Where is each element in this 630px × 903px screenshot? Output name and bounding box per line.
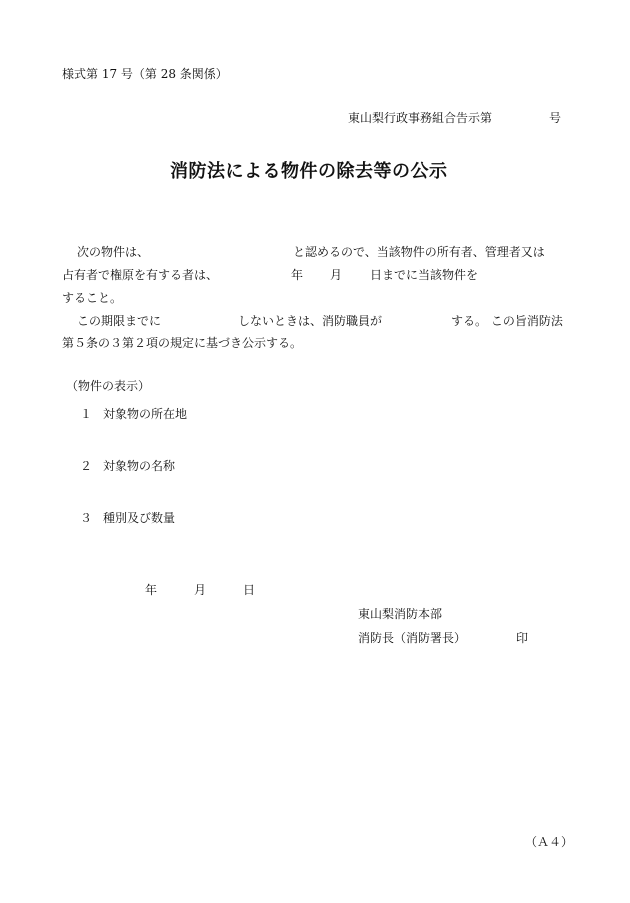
date-month: 月 <box>194 583 207 597</box>
notice-number-suffix: 号 <box>549 111 562 125</box>
date-day: 日 <box>243 583 256 597</box>
body-text: する。 この旨消防法 <box>451 314 563 328</box>
seal-mark: 印 <box>516 631 529 645</box>
form-number: 様式第 17 号（第 28 条関係） <box>62 67 228 81</box>
body-text: この期限までに <box>77 314 162 328</box>
notice-number-prefix: 東山梨行政事務組合告示第 <box>348 111 493 125</box>
body-text: と認めるので、当該物件の所有者、管理者又は <box>293 245 545 259</box>
body-text: しないときは、消防職員が <box>238 314 383 328</box>
items-heading: （物件の表示） <box>66 379 151 393</box>
item-label: 種別及び数量 <box>103 511 176 525</box>
body-text: すること。 <box>62 291 123 305</box>
page-title: 消防法による物件の除去等の公示 <box>170 161 448 182</box>
paper-size-label: （Ａ４） <box>525 835 574 849</box>
item-label: 対象物の名称 <box>103 459 176 473</box>
body-text: 次の物件は、 <box>77 245 150 259</box>
deadline-month: 月 <box>330 268 343 282</box>
issuer-organization: 東山梨消防本部 <box>358 607 443 621</box>
item-label: 対象物の所在地 <box>103 407 188 421</box>
issuer-title: 消防長（消防署長） <box>358 631 467 645</box>
date-year: 年 <box>145 583 158 597</box>
deadline-year: 年 <box>291 268 304 282</box>
body-text: 第５条の３第２項の規定に基づき公示する。 <box>62 336 303 350</box>
item-number: ３ <box>80 511 93 525</box>
body-text: 占有者で権原を有する者は、 <box>62 268 219 282</box>
item-number: １ <box>80 407 93 421</box>
body-text: 日までに当該物件を <box>370 268 479 282</box>
item-number: ２ <box>80 459 93 473</box>
